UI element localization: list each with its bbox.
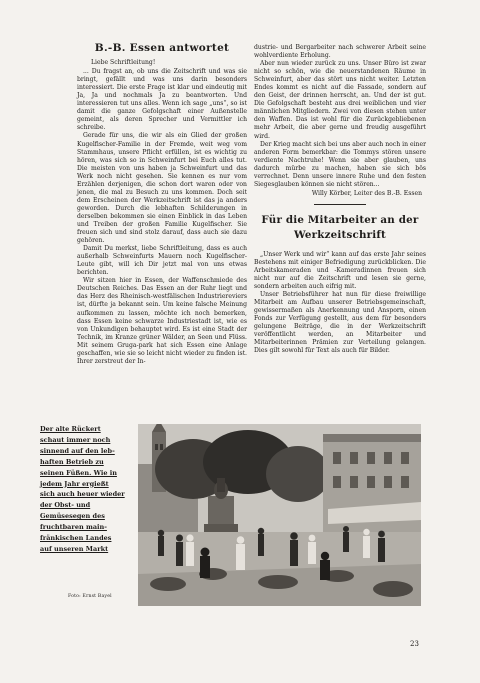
letter-signature: Willy Körber, Leiter des B.-B. Essen xyxy=(311,189,422,197)
caption-line: Gemüsesegen des xyxy=(40,512,105,521)
photo-caption xyxy=(40,424,136,606)
caption-line: schaut immer noch xyxy=(40,435,111,444)
caption-line: sich auch heuer wieder xyxy=(40,490,125,499)
article-heading-mitarbeiter: Für die Mitarbeiter an der Werkzeitschrift xyxy=(261,213,419,241)
caption-line: auf unseren Markt xyxy=(40,544,109,553)
right-paragraph-3: Der Krieg macht sich bei uns aber auch noch in einer anderen Form bemerkbar: die Tommys stören unsere verdiente Nachtruhe! Wenn sie aber glauben, uns dadurch mürbe zu machen, haben sie sich bös verrechnet. Denn unsere innere Ruhe und den festen Siegesglauben können sie nicht stören... xyxy=(254,140,426,188)
caption-line: fränkischen Landes xyxy=(40,534,112,543)
page-number: 23 xyxy=(410,640,419,648)
caption-line: seinen Füßen. Wie in xyxy=(40,468,117,477)
article-heading-essen: B.-B. Essen antwortet xyxy=(94,42,230,54)
caption-line: jedem Jahr ergießt xyxy=(40,479,109,488)
right-paragraph-5: Unser Betriebsführer hat nun für diese freiwillige Mitarbeit am Aufbau unserer Betriebsgemeinschaft, gewissermaßen als Anerkennung und Ansporn, einen Fonds zur Verfügung gestellt, aus dem für besonders gelungene Beiträge, die in der Werkzeitschrift veröffentlicht werden, an Mitarbeiter und Mitarbeiterinnen Prämien zur Verteilung gelangen. Dies gilt sowohl für Text als auch für Bilder. xyxy=(254,291,426,355)
caption-line: Der alte Rückert xyxy=(40,425,101,433)
right-paragraph-4: „Unser Werk und wir“ kann auf das erste Jahr seines Bestehens mit einiger Befriedigung zurückblicken. Die Arbeitskameraden und -Kameradinnen freuen sich nicht nur auf die Zeitschrift und lesen sie gerne, sondern arbeiten auch eifrig mit. xyxy=(254,250,426,291)
market-square-photo xyxy=(138,424,421,606)
left-article-column xyxy=(77,44,247,366)
left-paragraph-1: ... Du fragst an, ob uns die Zeitschrift und was sie bringt, gefällt und was uns darin besonders interessiert. Die erste Frage ist klar und eindeutig mit Ja, Ja und nochmals Ja zu beantworten. Und interessieren tut uns alles. Wenn ich sage „uns“, so ist damit die ganze Gefolgschaft einer Außenstelle gemeint, als deren Sprecher und Vermittler ich schreibe. xyxy=(77,68,247,132)
caption-line: fruchtbaren main- xyxy=(40,523,107,532)
left-paragraph-2: Gerade für uns, die wir als ein Glied der großen Kugelfischer-Familie in der Fremde, weit weg vom Stammhaus, unsere Pflicht erfüllen, ist es wichtig zu hören, was sich so in Schweinfurt bei Euch alles tut. Die meisten von uns haben ja Schweinfurt und das Werk noch nicht gesehen. Sie kennen es nur vom Erzählen derjenigen, die schon dort waren oder von jenen, die mal zu Besuch zu uns kommen. Doch seit dem Erscheinen der Werkzeitschrift ist das ja anders geworden. Durch die lebhaften Schilderungen in derselben bekommen sie einen Einblick in das Leben und Treiben der großen Familie Kugelfischer. Sie freuen sich und sind stolz darauf, dass auch sie dazu gehören. xyxy=(77,132,247,245)
left-paragraph-4: Wir sitzen hier in Essen, der Waffenschmiede des Deutschen Reiches. Das Essen an der Ruhr liegt und das Herz des Rheinisch-westfälischen Industriereviers ist, dürfte ja bekannt sein. Um keine falsche Meinung aufkommen zu lassen, möchte ich noch bemerken, dass Essen keine schwarze Industriestadt ist, wie es von Unkundigen behauptet wird. Es ist eine Stadt der Technik, im Kranze grüner Wälder, an Seen und Flüss. Mit seinem Gruga-park hat sich Essen eine Anlage geschaffen, wie sie so leicht nicht wieder zu finden ist. Ihrer zerstreut der In- xyxy=(77,277,247,365)
right-article-column xyxy=(254,44,426,356)
photo-credit: Foto: Ernst Bayel xyxy=(68,594,112,599)
section-divider xyxy=(314,204,366,205)
caption-line: haften Betrieb zu xyxy=(40,457,104,466)
letter-salutation: Liebe Schriftleitung! xyxy=(91,59,156,67)
caption-line: sinnend auf den leb- xyxy=(40,446,115,455)
caption-line: der Obst- und xyxy=(40,501,91,510)
right-paragraph-1: dustrie- und Bergarbeiter nach schwerer Arbeit seine wohlverdiente Erholung. xyxy=(254,44,426,60)
left-paragraph-3: Damit Du merkst, liebe Schriftleitung, dass es auch außerhalb Schweinfurts Mauern noch Kugelfischer-Leute gibt, will ich Dir jetzt mal von uns etwas berichten. xyxy=(77,245,247,277)
right-paragraph-2: Aber nun wieder zurück zu uns. Unser Büro ist zwar nicht so schön, wie die neuerstandenen Räume in Schweinfurt, aber das stört uns nicht weiter. Letzten Endes kommt es nicht auf die Fassade, sondern auf den Geist, der drinnen herrscht, an. Und der ist gut. Die Gefolgschaft besteht aus drei weiblichen und vier männlichen Mitgliedern. Zwei von diesen stehen unter den Waffen. Das ist wohl für die Zurückgebliebenen mehr Arbeit, die aber gerne und freudig ausgeführt wird. xyxy=(254,60,426,140)
